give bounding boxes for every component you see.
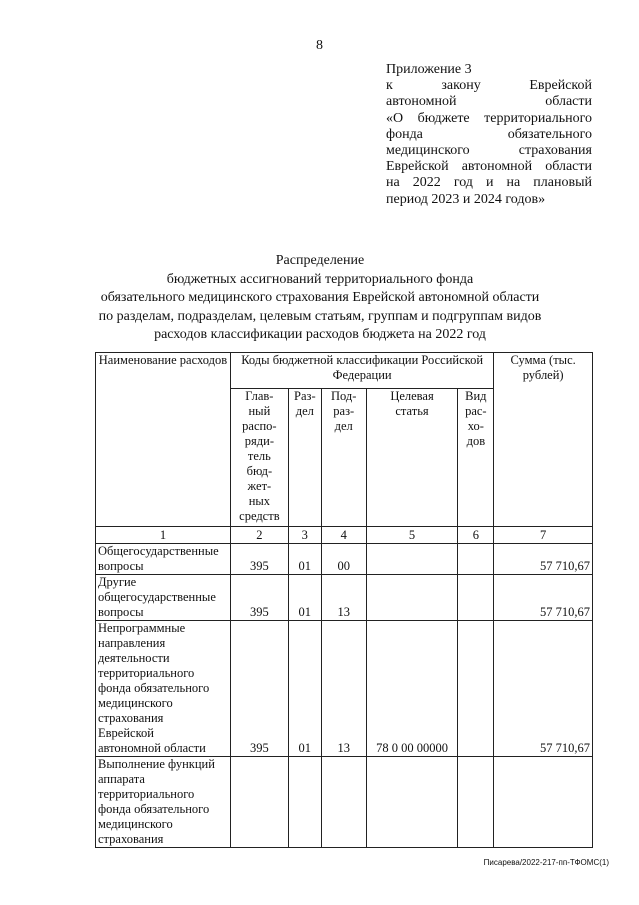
row-name-line: фонда обязательного bbox=[98, 802, 210, 816]
row-section: 01 bbox=[288, 575, 321, 621]
appendix-line: «О бюджете территориального bbox=[386, 110, 592, 126]
row-type bbox=[458, 757, 494, 848]
subheader-type bbox=[458, 389, 494, 527]
row-name-line: аппарата bbox=[98, 772, 145, 786]
column-number: 7 bbox=[494, 527, 593, 544]
row-subsection bbox=[321, 757, 366, 848]
row-subsection: 13 bbox=[321, 621, 366, 757]
row-name-line: Непрограммные bbox=[98, 621, 186, 635]
row-name-line: вопросы bbox=[98, 605, 144, 619]
row-sum: 57 710,67 bbox=[494, 575, 593, 621]
appendix-line: на 2022 год и на плановый bbox=[386, 175, 592, 191]
row-name-line: фонда обязательного bbox=[98, 681, 210, 695]
header-sum: Сумма (тыс. рублей) bbox=[494, 353, 593, 527]
row-name-line: направления bbox=[98, 636, 166, 650]
row-name-line: общегосударственные bbox=[98, 590, 216, 604]
row-name-line: автономной области bbox=[98, 741, 206, 755]
subheader-chief-text: Глав- bbox=[245, 389, 274, 403]
appendix-line: период 2023 и 2024 годов» bbox=[386, 191, 546, 207]
document-heading bbox=[60, 252, 580, 345]
row-chief: 395 bbox=[230, 544, 288, 575]
subheader-target bbox=[366, 389, 458, 527]
column-number: 6 bbox=[458, 527, 494, 544]
subheader-chief-text: бюд- bbox=[246, 464, 273, 478]
row-name-line: Другие bbox=[98, 575, 137, 589]
row-subsection: 13 bbox=[321, 575, 366, 621]
row-name bbox=[96, 575, 231, 621]
row-section: 01 bbox=[288, 621, 321, 757]
row-name-line: территориального bbox=[98, 666, 195, 680]
subheader-type-text: дов bbox=[466, 434, 486, 448]
appendix-line: фонда обязательного bbox=[386, 126, 592, 142]
heading-line: Распределение bbox=[275, 253, 365, 268]
row-name-line: Выполнение функций bbox=[98, 757, 215, 771]
subheader-chief-text: распо- bbox=[242, 419, 277, 433]
row-sum: 57 710,67 bbox=[494, 544, 593, 575]
subheader-section bbox=[288, 389, 321, 527]
heading-line: по разделам, подразделам, целевым статьям, группам и подгруппам видов bbox=[98, 308, 542, 324]
subheader-chief-text: средств bbox=[239, 509, 280, 523]
budget-table bbox=[95, 352, 593, 848]
subheader-chief-text: ных bbox=[248, 494, 271, 508]
appendix-block bbox=[386, 62, 592, 208]
subheader-section-text: дел bbox=[295, 404, 314, 418]
heading-line: бюджетных ассигнований территориального фонда bbox=[166, 271, 474, 287]
subheader-chief-text: ный bbox=[248, 404, 271, 418]
row-type bbox=[458, 621, 494, 757]
row-type bbox=[458, 575, 494, 621]
subheader-target-text: статья bbox=[395, 404, 429, 418]
appendix-line: автономной области bbox=[386, 94, 592, 110]
row-name-line: Еврейской bbox=[98, 726, 154, 740]
table-row bbox=[96, 621, 593, 757]
column-number: 2 bbox=[230, 527, 288, 544]
row-sum bbox=[494, 757, 593, 848]
heading-line: расходов классификации расходов бюджета на 2022 год bbox=[154, 327, 486, 342]
appendix-line: к закону Еврейской bbox=[386, 78, 592, 94]
row-sum: 57 710,67 bbox=[494, 621, 593, 757]
row-target bbox=[366, 757, 458, 848]
row-target bbox=[366, 544, 458, 575]
page-number: 8 bbox=[316, 38, 323, 53]
subheader-subsection bbox=[321, 389, 366, 527]
subheader-subsection-text: Под- bbox=[331, 389, 357, 403]
subheader-target-text: Целевая bbox=[390, 389, 434, 403]
header-codes: Коды бюджетной классификации Российской Федерации bbox=[230, 353, 493, 389]
subheader-chief-text: ряди- bbox=[244, 434, 274, 448]
footer-reference: Писарева/2022-217-пп-ТФОМС(1) bbox=[483, 858, 609, 867]
row-name-line: страхования bbox=[98, 832, 164, 846]
appendix-line: Приложение 3 bbox=[386, 62, 472, 77]
row-name bbox=[96, 621, 231, 757]
subheader-chief-text: тель bbox=[247, 449, 271, 463]
row-name bbox=[96, 544, 231, 575]
subheader-section-text: Раз- bbox=[294, 389, 316, 403]
row-name bbox=[96, 757, 231, 848]
heading-line: обязательного медицинского страхования Еврейской автономной области bbox=[100, 290, 540, 305]
row-target: 78 0 00 00000 bbox=[366, 621, 458, 757]
subheader-subsection-text: раз- bbox=[333, 404, 355, 418]
subheader-chief bbox=[230, 389, 288, 527]
row-name-line: Общегосударственные bbox=[98, 544, 219, 558]
row-name-line: медицинского bbox=[98, 696, 173, 710]
row-section bbox=[288, 757, 321, 848]
subheader-type-text: хо- bbox=[467, 419, 484, 433]
table-row bbox=[96, 544, 593, 575]
column-number: 4 bbox=[321, 527, 366, 544]
row-name-line: деятельности bbox=[98, 651, 170, 665]
subheader-chief-text: жет- bbox=[247, 479, 272, 493]
row-type bbox=[458, 544, 494, 575]
appendix-line: Еврейской автономной области bbox=[386, 159, 592, 175]
row-target bbox=[366, 575, 458, 621]
table-row bbox=[96, 757, 593, 848]
row-name-line: территориального bbox=[98, 787, 195, 801]
header-name: Наименование расходов bbox=[96, 353, 231, 527]
subheader-type-text: Вид bbox=[465, 389, 487, 403]
row-chief: 395 bbox=[230, 621, 288, 757]
column-number: 1 bbox=[96, 527, 231, 544]
column-number: 3 bbox=[288, 527, 321, 544]
row-name-line: медицинского bbox=[98, 817, 173, 831]
row-subsection: 00 bbox=[321, 544, 366, 575]
subheader-type-text: рас- bbox=[465, 404, 487, 418]
table-row bbox=[96, 575, 593, 621]
row-name-line: страхования bbox=[98, 711, 164, 725]
appendix-line: медицинского страхования bbox=[386, 143, 592, 159]
row-section: 01 bbox=[288, 544, 321, 575]
subheader-subsection-text: дел bbox=[334, 419, 353, 433]
column-numbers-row bbox=[96, 527, 593, 544]
column-number: 5 bbox=[366, 527, 458, 544]
row-chief: 395 bbox=[230, 575, 288, 621]
row-chief bbox=[230, 757, 288, 848]
row-name-line: вопросы bbox=[98, 559, 144, 573]
